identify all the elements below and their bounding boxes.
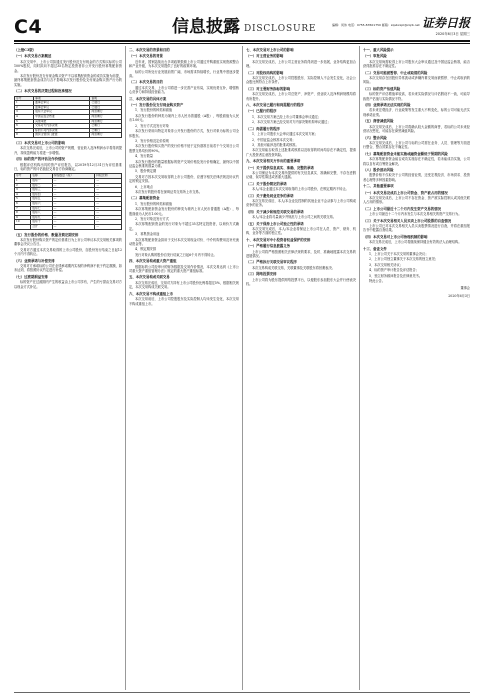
paragraph: 本次交易完成后，上市公司将确认较大金额的商誉，若标的公司未来经营状况恶化，可能存在商誉减值风险。 bbox=[363, 124, 470, 134]
paragraph: 本人/本企业将尽量减少并规范与上市公司之间的关联交易。 bbox=[252, 215, 336, 220]
section-heading: （三）关于避免同业竞争的承诺 bbox=[246, 193, 294, 198]
section-heading: 十一、重大风险提示 bbox=[363, 48, 394, 52]
section-heading: （五）商誉减值风险 bbox=[363, 119, 394, 124]
column-divider bbox=[125, 46, 126, 690]
table-cell: — bbox=[52, 220, 95, 225]
paragraph: 标的资产评估增值率较高，若未来实际情况与评估假设不一致，可能导致资产估值与实际情况不符。 bbox=[363, 92, 470, 101]
section-heading: （二）关于股份锁定的承诺 bbox=[246, 181, 287, 186]
table-cell: — bbox=[52, 183, 95, 188]
table-cell: — bbox=[95, 215, 122, 220]
paragraph: 本公司保证为本次交易所提供的有关信息真实、准确和完整，不存在虚假记载、误导性陈述或者重大遗漏。 bbox=[246, 170, 356, 180]
paragraph-group bbox=[14, 141, 122, 171]
paragraph: 上市公司将为股东提供网络投票平台，以便股东参加股东大会并行使表决权。 bbox=[246, 277, 356, 287]
paragraph: 本次交易尚需取得上市公司股东大会审议通过及中国证监会核准，能否获得批准存在不确定性。 bbox=[363, 59, 470, 69]
table-cell: — bbox=[52, 224, 95, 229]
section-heading: （五）关于保持上市公司独立性的承诺 bbox=[246, 221, 304, 226]
table-cell: 1 bbox=[15, 101, 34, 106]
section-heading: （二）本次交易的决策过程和批准情况 bbox=[14, 89, 72, 94]
paragraph: 本次募集配套资金能否成功实施存在不确定性，若未能成功实施，公司将以自有或自筹资金解决。 bbox=[363, 157, 470, 166]
table-cell: — bbox=[95, 211, 122, 216]
table-cell: 5 bbox=[15, 197, 31, 202]
table-cell: 合计 bbox=[31, 224, 52, 229]
section-heading: 九、本次交易相关方作出的重要承诺 bbox=[246, 159, 301, 164]
column-2 bbox=[129, 46, 239, 690]
section-title-en: DISCLOSURE bbox=[244, 24, 317, 34]
table-cell: — bbox=[52, 179, 95, 184]
paragraph-group bbox=[246, 48, 356, 286]
paragraph: 3、本次交易相关协议； bbox=[369, 262, 403, 267]
article-body bbox=[14, 46, 470, 690]
approval-table bbox=[14, 96, 122, 138]
paragraph: 本次募集配套资金发行股份的种类为境内上市人民币普通股（A股），每股面值为人民币1.00元。 bbox=[129, 207, 239, 216]
paragraph: 本次交易存在因股价异常波动或涉嫌内幕交易而被暂停、中止或取消的风险。 bbox=[363, 76, 470, 85]
paragraph: 通过本次交易，上市公司将进一步完善产业布局，实现优势互补，增强核心竞争力和持续经营能力。 bbox=[129, 85, 239, 95]
table-cell: 中国证监会核准 bbox=[34, 115, 90, 120]
paragraph: 本次发行的股份将在深圳证券交易所上市交易。 bbox=[135, 189, 202, 194]
section-heading: （二）尚需履行的程序 bbox=[246, 126, 280, 131]
section-heading: （二）上市公司最近十二个月内发生资产交易的情况 bbox=[363, 206, 441, 211]
table-cell: 股东二 bbox=[31, 183, 52, 188]
section-heading: （六）业绩承诺与补偿安排 bbox=[14, 258, 55, 263]
table-row bbox=[15, 224, 122, 229]
paragraph: 本人/本企业通过本次交易取得的上市公司股份，在锁定期内不转让。 bbox=[252, 187, 349, 192]
table-cell: 已通过 bbox=[90, 105, 122, 110]
paragraph: 本次募集配套资金的发行对象为不超过35名特定投资者，以询价方式确定。 bbox=[129, 222, 239, 231]
paragraph: 1、上市公司股东大会审议通过本次交易方案； bbox=[252, 132, 318, 137]
table-cell: — bbox=[52, 192, 95, 197]
table-cell: 股东九 bbox=[31, 215, 52, 220]
newspaper-logo: 证券日报 bbox=[421, 16, 470, 30]
table-cell: — bbox=[52, 215, 95, 220]
column-1 bbox=[14, 46, 122, 690]
paragraph: 本次交易前后，上市公司控股股东及实际控制人均未发生变化，本次交易不构成重组上市。 bbox=[129, 297, 239, 306]
section-heading: （三）本次交易对上市公司的影响 bbox=[14, 141, 65, 145]
table-row bbox=[15, 133, 122, 138]
section-heading: （一）本次交易方案概述 bbox=[14, 54, 52, 59]
section-heading: （二）募集配套资金 bbox=[129, 196, 160, 201]
paragraph: 1、发行股份的种类和面值 bbox=[135, 201, 173, 206]
paragraph: 本次交易完成后，上市公司控股股东、实际控制人不会发生变化，社会公众股比例符合上市条件。 bbox=[246, 76, 356, 85]
header-rule-thin bbox=[14, 43, 470, 44]
section-heading: （一）发行股份及支付现金购买资产 bbox=[129, 103, 184, 108]
paragraph: 6、上市地点 bbox=[135, 184, 153, 189]
table-header-cell: 持股比例 bbox=[95, 174, 122, 179]
table-cell: 4 bbox=[15, 192, 31, 197]
paragraph: 交易对方通过本次交易取得的上市公司股份，自股份发行结束之日起12个月内不得转让。 bbox=[14, 247, 122, 257]
section-heading: （五）发行股份的价格、数量及锁定期安排 bbox=[14, 232, 79, 237]
table-cell: 国资主管部门批准 bbox=[34, 133, 90, 138]
paragraph: 本次交易完成后，交易对方持有上市公司股份比例将超过5%，根据相关规定，本次交易构成关联交易。 bbox=[129, 280, 239, 290]
table-cell: — bbox=[95, 220, 122, 225]
paragraph: 本次发行股份的种类为境内上市人民币普通股（A股），每股面值为人民币1.00元。 bbox=[129, 113, 239, 123]
section-heading: （一）本次交易的背景 bbox=[129, 54, 163, 59]
table-cell: 尚需履行 bbox=[90, 115, 122, 120]
section-heading: 五、本次交易构成关联交易 bbox=[129, 275, 170, 280]
table-body bbox=[15, 179, 122, 230]
table-cell: 3 bbox=[15, 188, 31, 193]
paragraph: 本次交易完成后，上市公司的资产规模、营业收入及净利润水平将得到提升，持续盈利能力将进一步增强。 bbox=[14, 146, 122, 155]
paragraph: 根据评估机构出具的资产评估报告，以2019年12月31日为评估基准日，标的资产的评估值经交易各方协商确定。 bbox=[14, 162, 122, 172]
section-heading: （一）本次交易完成后上市公司资金、资产被占用的情况 bbox=[363, 190, 448, 195]
table-cell: — bbox=[52, 202, 95, 207]
table-cell: 股东一 bbox=[31, 179, 52, 184]
paragraph: 4、标的资产审计报告及评估报告； bbox=[369, 268, 419, 273]
table-cell: 4 bbox=[15, 115, 34, 120]
table-header-cell: 名称 bbox=[31, 174, 52, 179]
paragraph: 本次发行采用向特定对象非公开发行股份的方式，发行对象为标的公司全体股东。 bbox=[129, 129, 239, 138]
section-heading: 七、本次交易对上市公司的影响 bbox=[246, 48, 294, 52]
paragraph: 若未来宏观经济、行业政策等发生重大不利变化，标的公司可能无法实现承诺业绩。 bbox=[363, 108, 470, 117]
header-rule-thick bbox=[14, 40, 470, 42]
table-cell: 10 bbox=[15, 220, 31, 225]
paragraph-group bbox=[14, 233, 122, 289]
table-body bbox=[15, 101, 122, 138]
signature-board: 董事会 bbox=[460, 286, 470, 291]
table-cell: — bbox=[52, 197, 95, 202]
table-cell: — bbox=[95, 183, 122, 188]
section-heading: （二）对股权结构的影响 bbox=[246, 70, 284, 75]
table-cell: 交易对方内部决策 bbox=[34, 124, 90, 129]
section-heading: （一）严格履行信息披露义务 bbox=[246, 244, 291, 249]
section-heading: 三、本次交易的具体方案 bbox=[129, 96, 167, 101]
section-heading: 二、本次交易的背景和目的 bbox=[129, 48, 170, 52]
table-cell: 已履行 bbox=[90, 124, 122, 129]
paragraph: 本次交易完成后，上市公司总资产、净资产、营业收入及净利润规模均将有所提升。 bbox=[246, 92, 356, 101]
table-cell: 8 bbox=[15, 211, 31, 216]
table-cell: — bbox=[52, 211, 95, 216]
paragraph: 3、募集资金用途 bbox=[135, 232, 160, 237]
table-cell: 股东大会审议 bbox=[34, 110, 90, 115]
table-cell: — bbox=[95, 202, 122, 207]
paragraph: 标的公司所处行业发展前景广阔，市场需求持续增长，行业集中度逐步提高。 bbox=[129, 69, 239, 79]
column-divider bbox=[242, 46, 243, 690]
section-heading: （四）标的资产的评估及作价情况 bbox=[14, 157, 65, 162]
table-header-cell: 序号 bbox=[15, 96, 34, 101]
section-heading: （七）过渡期损益安排 bbox=[14, 274, 48, 279]
paragraph: 2、本次交易方案已经交易对方内部决策机构审议通过； bbox=[252, 120, 331, 125]
table-cell: 7 bbox=[15, 206, 31, 211]
table-cell: 股东四 bbox=[31, 192, 52, 197]
section-heading: 四、本次交易构成重大资产重组 bbox=[129, 259, 177, 264]
issue-date: 2020年6月3日 星期三 bbox=[435, 32, 470, 36]
table-cell: 股东五 bbox=[31, 197, 52, 202]
section-heading: 十三、备查文件 bbox=[363, 246, 387, 251]
paragraph-group bbox=[129, 48, 239, 306]
table-header-cell: 持股数量（股） bbox=[52, 174, 95, 179]
section-heading: （四）本次交易对上市公司治理机制的影响 bbox=[363, 234, 428, 239]
section-heading: 十、本次交易对中小投资者权益保护的安排 bbox=[246, 237, 311, 242]
table-cell: 股东三 bbox=[31, 188, 52, 193]
section-heading: 六、本次交易不构成重组上市 bbox=[129, 291, 174, 296]
paragraph: 5、独立财务顾问报告及法律意见书。 bbox=[369, 273, 423, 278]
section-heading: 八、本次交易已履行和尚需履行的程序 bbox=[246, 103, 304, 108]
table-cell: 董事会审议 bbox=[34, 101, 90, 106]
section-heading: （四）关于减少和规范关联交易的承诺 bbox=[246, 209, 304, 214]
paragraph: 4、发行数量 bbox=[135, 154, 153, 159]
table-cell: 尚需履行 bbox=[90, 133, 122, 138]
paragraph: 3、其他可能涉及的批准或核准。 bbox=[252, 142, 299, 147]
paragraph: 本次交易构成关联交易，关联董事及关联股东将回避表决。 bbox=[252, 265, 335, 270]
section-heading: （一）关于提供信息真实、准确、完整的承诺 bbox=[246, 165, 314, 170]
paragraph: 1、本次交易方案已经上市公司董事会审议通过； bbox=[252, 114, 321, 119]
paragraph: 本次发行股份及支付现金购买资产不以募集配套资金的成功实施为前提，最终募集配套资金成功与否不影响本次发行股份及支付现金购买资产行为的实施。 bbox=[14, 74, 122, 87]
paragraph: 股票价格不仅取决于公司的经营业绩，还受宏观经济、市场供求、投资者心理等多种因素影响。 bbox=[363, 173, 470, 182]
paragraph: 本次发行股份购买资产的定价基准日为上市公司审议本次交易相关事项的董事会决议公告日。 bbox=[14, 237, 122, 247]
table-header-cell: 说明 bbox=[90, 96, 122, 101]
section-heading: （三）对主要财务指标的影响 bbox=[246, 86, 291, 91]
paragraph: 4、锁定期安排 bbox=[135, 247, 157, 252]
paragraph: 本次发行股份的数量根据标的资产交易价格及发行价格确定，最终以中国证监会核准的数量为准。 bbox=[129, 159, 239, 168]
section-heading: 十二、其他重要事项 bbox=[363, 184, 394, 189]
table-cell: 监事会审议 bbox=[34, 105, 90, 110]
section-heading: （三）标的资产估值风险 bbox=[363, 86, 401, 91]
table-cell: — bbox=[95, 179, 122, 184]
table-cell: 6 bbox=[15, 124, 34, 129]
paragraph: 3、发行价格及定价原则 bbox=[135, 138, 169, 143]
paragraph: 2、中国证监会核准本次交易； bbox=[252, 137, 296, 142]
paragraph: 特此公告。 bbox=[369, 279, 385, 284]
paragraph-group bbox=[14, 54, 122, 93]
table-cell: 股东六 bbox=[31, 202, 52, 207]
table-header-cell: 事项 bbox=[34, 96, 90, 101]
paragraph: 5、股份锁定期 bbox=[135, 169, 157, 174]
table-cell: — bbox=[95, 197, 122, 202]
section-heading: （七）募集配套资金未能实施或融资金额低于预期的风险 bbox=[363, 151, 448, 156]
paragraph: 2、上市公司独立董事关于本次交易的独立意见； bbox=[369, 257, 438, 262]
table-cell: 6 bbox=[15, 202, 31, 207]
paragraph: 上市公司将严格按照相关法律法规的要求，及时、准确地披露本次交易的进展情况。 bbox=[246, 249, 356, 259]
table-cell: — bbox=[95, 224, 122, 229]
paragraph: 根据标的公司经审计的财务数据及交易作价情况，本次交易达到《上市公司重大资产重组管理办法》规定的重大资产重组标准。 bbox=[129, 264, 239, 274]
paragraph: 本次发行股份购买资产的发行价格不低于定价基准日前若干个交易日公司股票交易均价的90%。 bbox=[129, 144, 239, 153]
shareholder-table bbox=[14, 173, 122, 229]
paragraph: 本次交易能否取得上述批准或核准以及取得的时间均存在不确定性，提请广大投资者注意投资风险。 bbox=[246, 148, 356, 157]
paragraph: 上市公司最近十二个月内未发生与本次交易相关的资产交易行为。 bbox=[369, 212, 462, 217]
section-heading: （一）已履行的程序 bbox=[246, 109, 277, 114]
table-cell: 尚需履行 bbox=[90, 119, 122, 124]
paragraph: 2、发行方式及发行对象 bbox=[135, 123, 169, 128]
editor-contact: 编辑：何伟 电话：0755-83501750 邮箱：zqsbxxpl@zqrb.net bbox=[332, 23, 420, 27]
continued-note: （上接C3版） bbox=[14, 48, 37, 52]
table-cell: 已履行 bbox=[90, 128, 122, 133]
signature-date: 2020年6月3日 bbox=[448, 293, 470, 298]
table-cell: 5 bbox=[15, 119, 34, 124]
table-cell: — bbox=[95, 188, 122, 193]
table-cell: — bbox=[52, 188, 95, 193]
paragraph: 近年来，国家陆续出台多项政策鼓励上市公司通过并购重组实现资源整合和产业升级，为本次交易提供了良好的政策环境。 bbox=[129, 59, 239, 69]
paragraph: 本次交易完成后，上市公司与标的公司需在业务、人员、管理等方面进行整合，整合效果存在不确定性。 bbox=[363, 140, 470, 150]
section-heading: （一）对主营业务的影响 bbox=[246, 54, 284, 59]
paragraph-group bbox=[363, 48, 470, 283]
paragraph: 交易对方因本次交易取得的上市公司股份，应遵守相关法律法规及协议约定的锁定安排。 bbox=[129, 174, 239, 184]
paragraph: 本次募集配套资金拟用于支付本次交易现金对价、中介机构费用及补充流动资金等。 bbox=[129, 237, 239, 247]
paragraph: 1、上市公司关于本次交易的董事会决议； bbox=[369, 252, 429, 257]
paragraph: 1、发行股份的种类和面值 bbox=[135, 108, 173, 113]
table-cell: 2 bbox=[15, 183, 31, 188]
table-cell: 3 bbox=[15, 110, 34, 115]
table-cell: — bbox=[52, 206, 95, 211]
table-cell: 2 bbox=[15, 105, 34, 110]
table-cell: 标的公司内部决策 bbox=[34, 128, 90, 133]
table-cell: 股东八 bbox=[31, 211, 52, 216]
paragraph: 本次交易完成后，本人/本企业及控制的其他企业不会从事与上市公司构成竞争的业务。 bbox=[246, 198, 356, 208]
table-cell: 股东七 bbox=[31, 206, 52, 211]
table-cell: 1 bbox=[15, 179, 31, 184]
section-heading: （三）网络投票安排 bbox=[246, 272, 277, 277]
column-4 bbox=[363, 46, 470, 690]
section-heading: （三）关于本次交易相关人员买卖上市公司股票的自查情况 bbox=[363, 218, 452, 223]
paragraph: 标的资产在过渡期内产生的收益由上市公司享有，产生的亏损由交易对方以现金方式补足。 bbox=[14, 280, 122, 289]
table-cell: 9 bbox=[15, 215, 31, 220]
page-number: C4 bbox=[14, 16, 43, 38]
paragraph: 本次交易完成后，上市公司不存在资金、资产被实际控制人或其他关联人占用的情形。 bbox=[363, 195, 470, 205]
section-title-cn: 信息披露 bbox=[172, 17, 240, 37]
paragraph: 本次交易完成后，上市公司将继续保持健全有效的法人治理结构。 bbox=[369, 240, 462, 245]
footer-rule bbox=[14, 692, 470, 693]
paragraph: 上市公司已对本次交易相关人员买卖股票情况进行自查，并将在重组报告书中披露自查结果。 bbox=[363, 224, 470, 233]
table-cell: 7 bbox=[15, 128, 34, 133]
paragraph: 2、发行对象及发行方式 bbox=[135, 217, 169, 221]
section-heading: （六）整合风险 bbox=[363, 135, 387, 140]
table-cell: 尚需履行 bbox=[90, 110, 122, 115]
table-cell: — bbox=[95, 192, 122, 197]
table-cell: — bbox=[95, 206, 122, 211]
table-cell: 已通过 bbox=[90, 101, 122, 106]
section-heading: （二）本次交易的目的 bbox=[129, 80, 163, 85]
section-heading: （四）业绩承诺无法实现的风险 bbox=[363, 103, 411, 108]
section-heading: （二）严格执行关联交易审议程序 bbox=[246, 260, 297, 265]
section-heading: （二）交易可能被暂停、中止或取消的风险 bbox=[363, 70, 428, 75]
paragraph: 交易对方承诺标的公司在业绩承诺期内实现的净利润不低于约定数额，如未达到，将按照协议约定进行补偿。 bbox=[14, 264, 122, 273]
table-header-cell: 序号 bbox=[15, 174, 31, 179]
paragraph: 本次交易完成后，本人/本企业将保证上市公司在人员、资产、财务、机构、业务等方面的独立性。 bbox=[246, 227, 356, 236]
column-3 bbox=[246, 46, 356, 690]
table-cell: 8 bbox=[15, 133, 34, 138]
paragraph: 发行对象认购的股份自发行结束之日起6个月内不得转让。 bbox=[135, 252, 217, 257]
paragraph: 本次交易中，上市公司拟通过发行股份及支付现金的方式购买标的公司100%股权，同时拟向不超过35名特定投资者非公开发行股份募集配套资金。 bbox=[14, 59, 122, 73]
table-cell: 股东十 bbox=[31, 220, 52, 225]
section-heading: （一）审批风险 bbox=[363, 54, 387, 59]
table-cell bbox=[15, 224, 31, 229]
column-divider bbox=[359, 46, 360, 690]
section-heading: （八）股价波动风险 bbox=[363, 167, 394, 172]
paragraph: 本次交易完成后，上市公司主营业务将得到进一步拓展，业务结构更加合理。 bbox=[246, 59, 356, 69]
table-cell: 其他审批 bbox=[34, 119, 90, 124]
page-header bbox=[14, 16, 470, 38]
